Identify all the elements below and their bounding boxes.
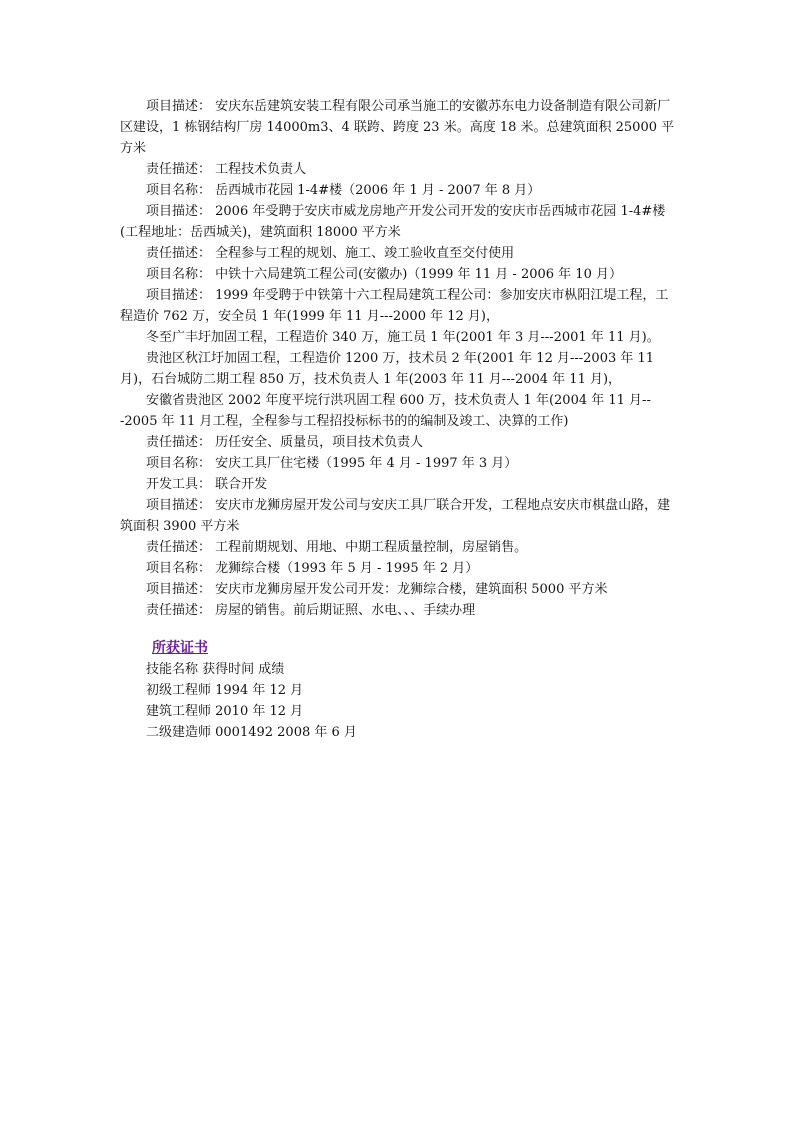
project-detail: 贵池区秋江圩加固工程，工程造价 1200 万，技术员 2 年(2001 年 12 月---2003 年 11 月)，石台城防二期工程 850 万，技术负责人 1 年(2003 年 11 月---2004 年 11 月)，: [120, 351, 655, 387]
certificate-item: 建筑工程师 2010 年 12 月: [146, 704, 304, 719]
responsibility-description: 责任描述： 工程技术负责人: [146, 162, 307, 177]
project-experience-section: [120, 96, 680, 621]
project-name: 项目名称： 龙狮综合楼（1993 年 5 月 - 1995 年 2 月）: [146, 561, 479, 576]
certificates-section: [120, 637, 680, 743]
responsibility-description: 责任描述： 历任安全、质量员，项目技术负责人: [146, 435, 424, 450]
project-description: 项目描述： 2006 年受聘于安庆市威龙房地产开发公司开发的安庆市岳西城市花园 1-4#楼(工程地址：岳西城关)，建筑面积 18000 平方米: [120, 204, 666, 240]
resume-content: [120, 96, 680, 743]
certificate-item: 二级建造师 0001492 2008 年 6 月: [146, 725, 357, 740]
certificates-list: [120, 659, 680, 743]
development-tool: 开发工具： 联合开发: [146, 477, 268, 492]
project-description: 项目描述： 1999 年受聘于中铁第十六工程局建筑工程公司：参加安庆市枞阳江堤工程，工程造价 762 万，安全员 1 年(1999 年 11 月---2000 年 12 月)，: [120, 288, 669, 324]
responsibility-description: 责任描述： 房屋的销售。前后期证照、水电、、、手续办理: [146, 603, 476, 618]
certificates-header: 技能名称 获得时间 成绩: [146, 662, 285, 677]
project-detail: 冬至广丰圩加固工程，工程造价 340 万，施工员 1 年(2001 年 3 月---2001 年 11 月)。: [146, 330, 660, 345]
project-description: 项目描述： 安庆市龙狮房屋开发公司与安庆工具厂联合开发，工程地点安庆市棋盘山路，建筑面积 3900 平方米: [120, 498, 671, 534]
certificates-title: 所获证书: [152, 640, 208, 656]
certificate-item: 初级工程师 1994 年 12 月: [146, 683, 304, 698]
project-detail: 安徽省贵池区 2002 年度平垸行洪巩固工程 600 万，技术负责人 1 年(2004 年 11 月---2005 年 11 月工程，全程参与工程招投标标书的的编制及竣工、决算的工作): [120, 393, 651, 429]
responsibility-description: 责任描述： 全程参与工程的规划、施工、竣工验收直至交付使用: [146, 246, 515, 261]
project-name: 项目名称： 中铁十六局建筑工程公司(安徽办)（1999 年 11 月 - 2006 年 10 月）: [146, 267, 622, 282]
responsibility-description: 责任描述： 工程前期规划、用地、中期工程质量控制，房屋销售。: [146, 540, 528, 555]
project-name: 项目名称： 岳西城市花园 1-4#楼（2006 年 1 月 - 2007 年 8 月）: [146, 183, 541, 198]
project-name: 项目名称： 安庆工具厂住宅楼（1995 年 4 月 - 1997 年 3 月）: [146, 456, 518, 471]
project-description: 项目描述： 安庆东岳建筑安装工程有限公司承当施工的安徽苏东电力设备制造有限公司新厂区建设，1 栋钢结构厂房 14000m3、4 联跨、跨度 23 米。高度 18 米。总建筑面积 25000 平方米: [120, 99, 675, 156]
project-description: 项目描述： 安庆市龙狮房屋开发公司开发：龙狮综合楼，建筑面积 5000 平方米: [146, 582, 608, 597]
